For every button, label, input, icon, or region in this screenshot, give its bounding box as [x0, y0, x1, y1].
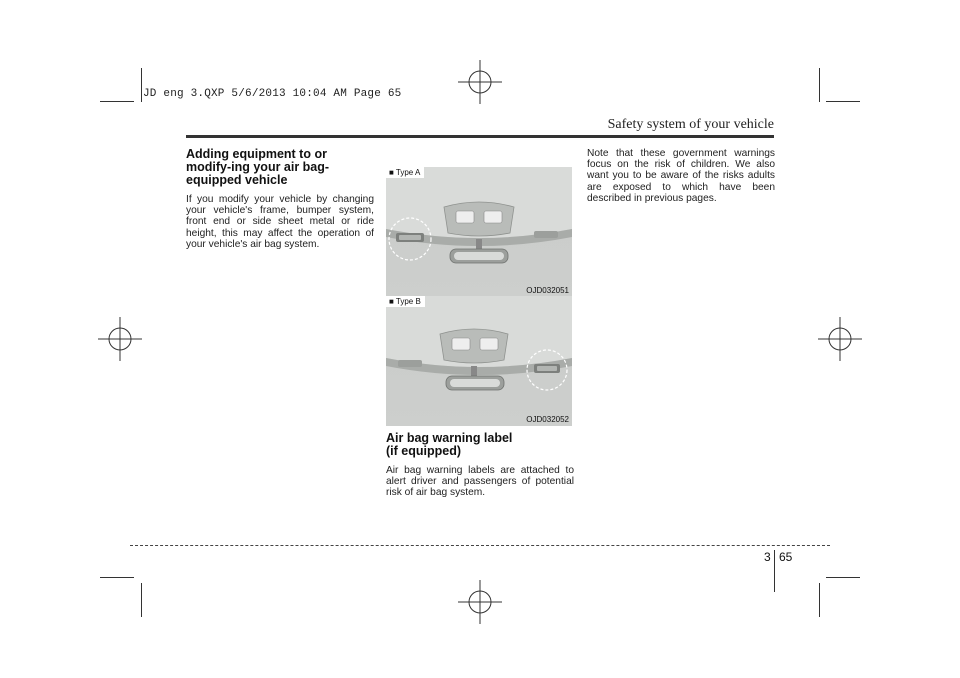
figure-type-label: ■ Type B: [386, 296, 425, 307]
overhead-console-illustration: [386, 296, 572, 426]
figure-type-b: [386, 296, 572, 426]
left-column: [186, 148, 374, 250]
registration-mark-bottom: [458, 580, 502, 624]
warning-label-paragraph: Air bag warning labels are attached to alert driver and passengers of potential risk of air bag system.: [386, 465, 574, 499]
section-header-title: Safety system of your vehicle: [607, 117, 774, 132]
chapter-number: 3: [764, 550, 771, 564]
modify-paragraph: If you modify your vehicle by changing your vehicle's frame, bumper system, front end or side sheet metal or ride height, this may affect the operation of your vehicle's air bag system.: [186, 194, 374, 250]
middle-column: [386, 432, 574, 499]
figure-type-label: ■ Type A: [386, 167, 424, 178]
registration-mark-top: [458, 60, 502, 104]
print-slug: JD eng 3.QXP 5/6/2013 10:04 AM Page 65: [143, 88, 402, 100]
government-warnings-paragraph: Note that these government warnings focus on the risk of children. We also want you to be aware of the risks adults are exposed to which have been described in previous pages.: [587, 148, 775, 204]
figure-type-a: [386, 167, 572, 297]
registration-mark-left: [98, 317, 142, 361]
overhead-console-illustration: [386, 167, 572, 297]
header-rule: [186, 135, 774, 138]
figure-code: OJD032052: [526, 415, 569, 424]
page-number-divider: [774, 550, 775, 592]
page-number: 65: [779, 550, 793, 564]
figure-code: OJD032051: [526, 286, 569, 295]
section-heading-warning-label: Air bag warning label (if equipped): [386, 431, 513, 458]
footer-rule: [130, 545, 830, 546]
registration-mark-right: [818, 317, 862, 361]
right-column: [587, 148, 775, 204]
section-heading-modify: Adding equipment to or modify-ing your air bag-equipped vehicle: [186, 147, 330, 187]
